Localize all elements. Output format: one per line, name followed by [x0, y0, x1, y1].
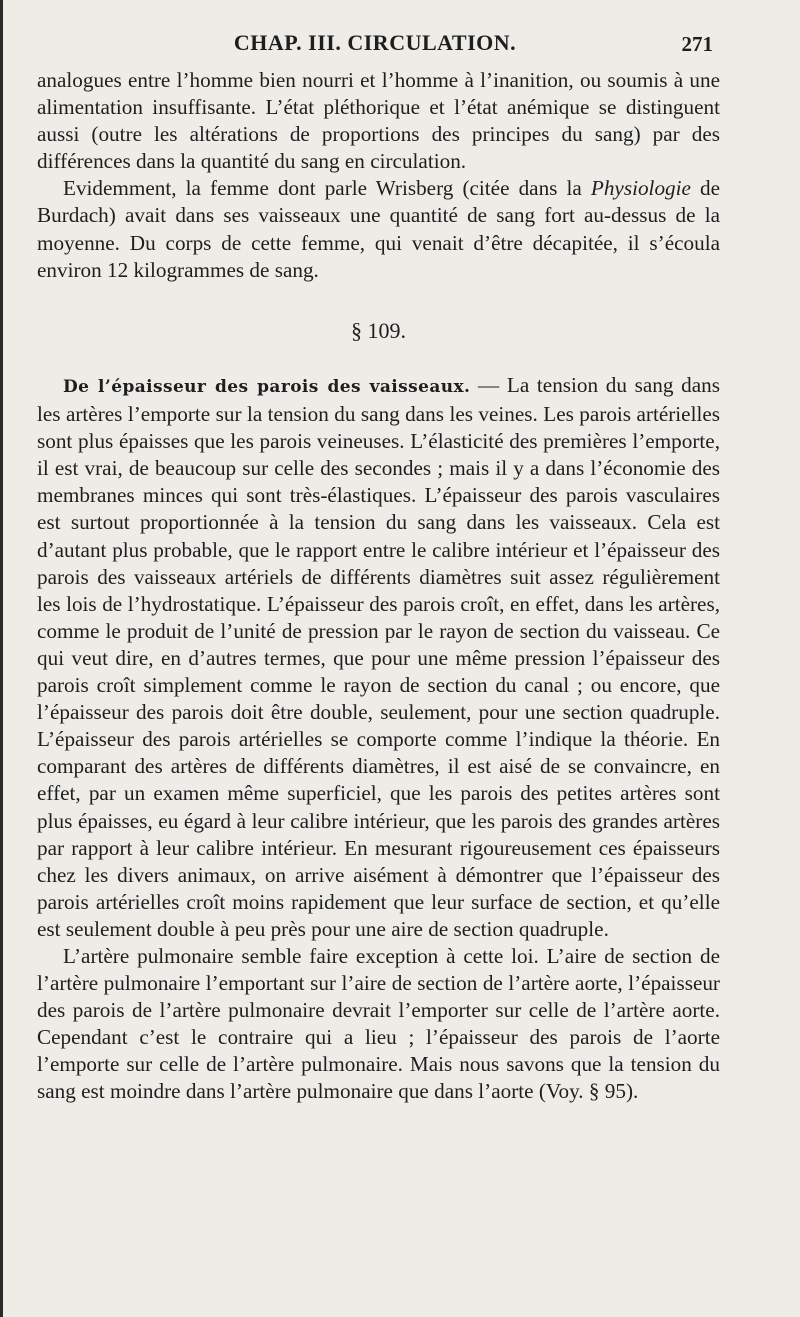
section-heading: De l’épaisseur des parois des vaisseaux. — [63, 377, 471, 397]
paragraph-wrisberg — [37, 175, 720, 283]
paragraph-continuation: analogues entre l’homme bien nourri et l’homme à l’inanition, ou soumis à une alimentation insuffisante. L’état pléthorique et l’état anémique se distinguent aussi (outre les altérations de proportions des principes du sang) par des différences dans la quantité du sang en circulation. — [37, 68, 720, 174]
paragraph-artere-pulmonaire: L’artère pulmonaire semble faire exception à cette loi. L’aire de section de l’artère pulmonaire l’emportant sur l’aire de section de l’artère aorte, l’épaisseur des parois de l’artère pulmonaire devrait l’emporter sur celle de l’artère aorte. Cependant c’est le contraire qui a lieu ; l’épaisseur des parois de l’aorte l’emporte sur celle de l’artère pulmonaire. Mais nous savons que la tension du sang est moindre dans l’artère pulmonaire que dans l’aorte (Voy. § 95). — [37, 943, 720, 1104]
page-header — [37, 26, 713, 56]
section-body — [37, 372, 720, 1106]
paragraph-wrisberg-end: de Burdach) avait dans ses vaisseaux une quantité de sang fort au-dessus de la moyenne. Du corps de cette femme, qui venait d’être décapitée, il s’écoula environ 12 kilogrammes de sang. — [37, 176, 721, 282]
page-number: 271 — [681, 32, 713, 56]
intro-text — [37, 67, 720, 284]
paragraph-parois-text: — La tension du sang dans les artères l’emporte sur la tension du sang dans les veines. Les parois artérielles sont plus épaisses que les parois veineuses. L’élasticité des premières l’emporte, il est vrai, de beaucoup sur celle des secondes ; mais il y a dans l’économie des membranes minces qui sont très-élastiques. L’épaisseur des parois vasculaires est surtout proportionnée à la tension du sang dans les vaisseaux. Cela est d’autant plus probable, que le rapport entre le calibre intérieur et l’épaisseur des parois des vaisseaux artériels de différents diamètres suit assez régulièrement les lois de l’hydrostatique. L’épaisseur des parois croît, en effet, dans les artères, comme le produit de l’unité de pression par le rayon de section du vaisseau. Ce qui veut dire, en d’autres termes, que pour une même pression l’épaisseur des parois croît simplement comme le rayon de section du canal ; ou encore, que l’épaisseur des parois doit être double, seulement, pour une section quadruple. L’épaisseur des parois artérielles se comporte comme l’indique la théorie. En comparant des artères de différents diamètres, il est aisé de se convaincre, en effet, par un examen même superficiel, que les parois des petites artères sont plus épaisses, eu égard à leur calibre intérieur, que les parois des grandes artères par rapport à leur calibre intérieur. En mesurant rigoureusement ces épaisseurs chez les divers animaux, on arrive aisément à démontrer que l’épaisseur des parois artérielles croît moins rapidement que leur surface de section, et qu’elle est seulement double à peu près pour une aire de section quadruple. — [37, 373, 720, 941]
running-head: CHAP. III. CIRCULATION. — [233, 30, 517, 55]
section-number: § 109. — [351, 318, 406, 343]
paragraph-parois — [37, 372, 720, 943]
paragraph-wrisberg-start: Evidemment, la femme dont parle Wrisberg (citée dans la — [63, 176, 591, 201]
italic-physiologie: Physiologie — [590, 176, 691, 201]
